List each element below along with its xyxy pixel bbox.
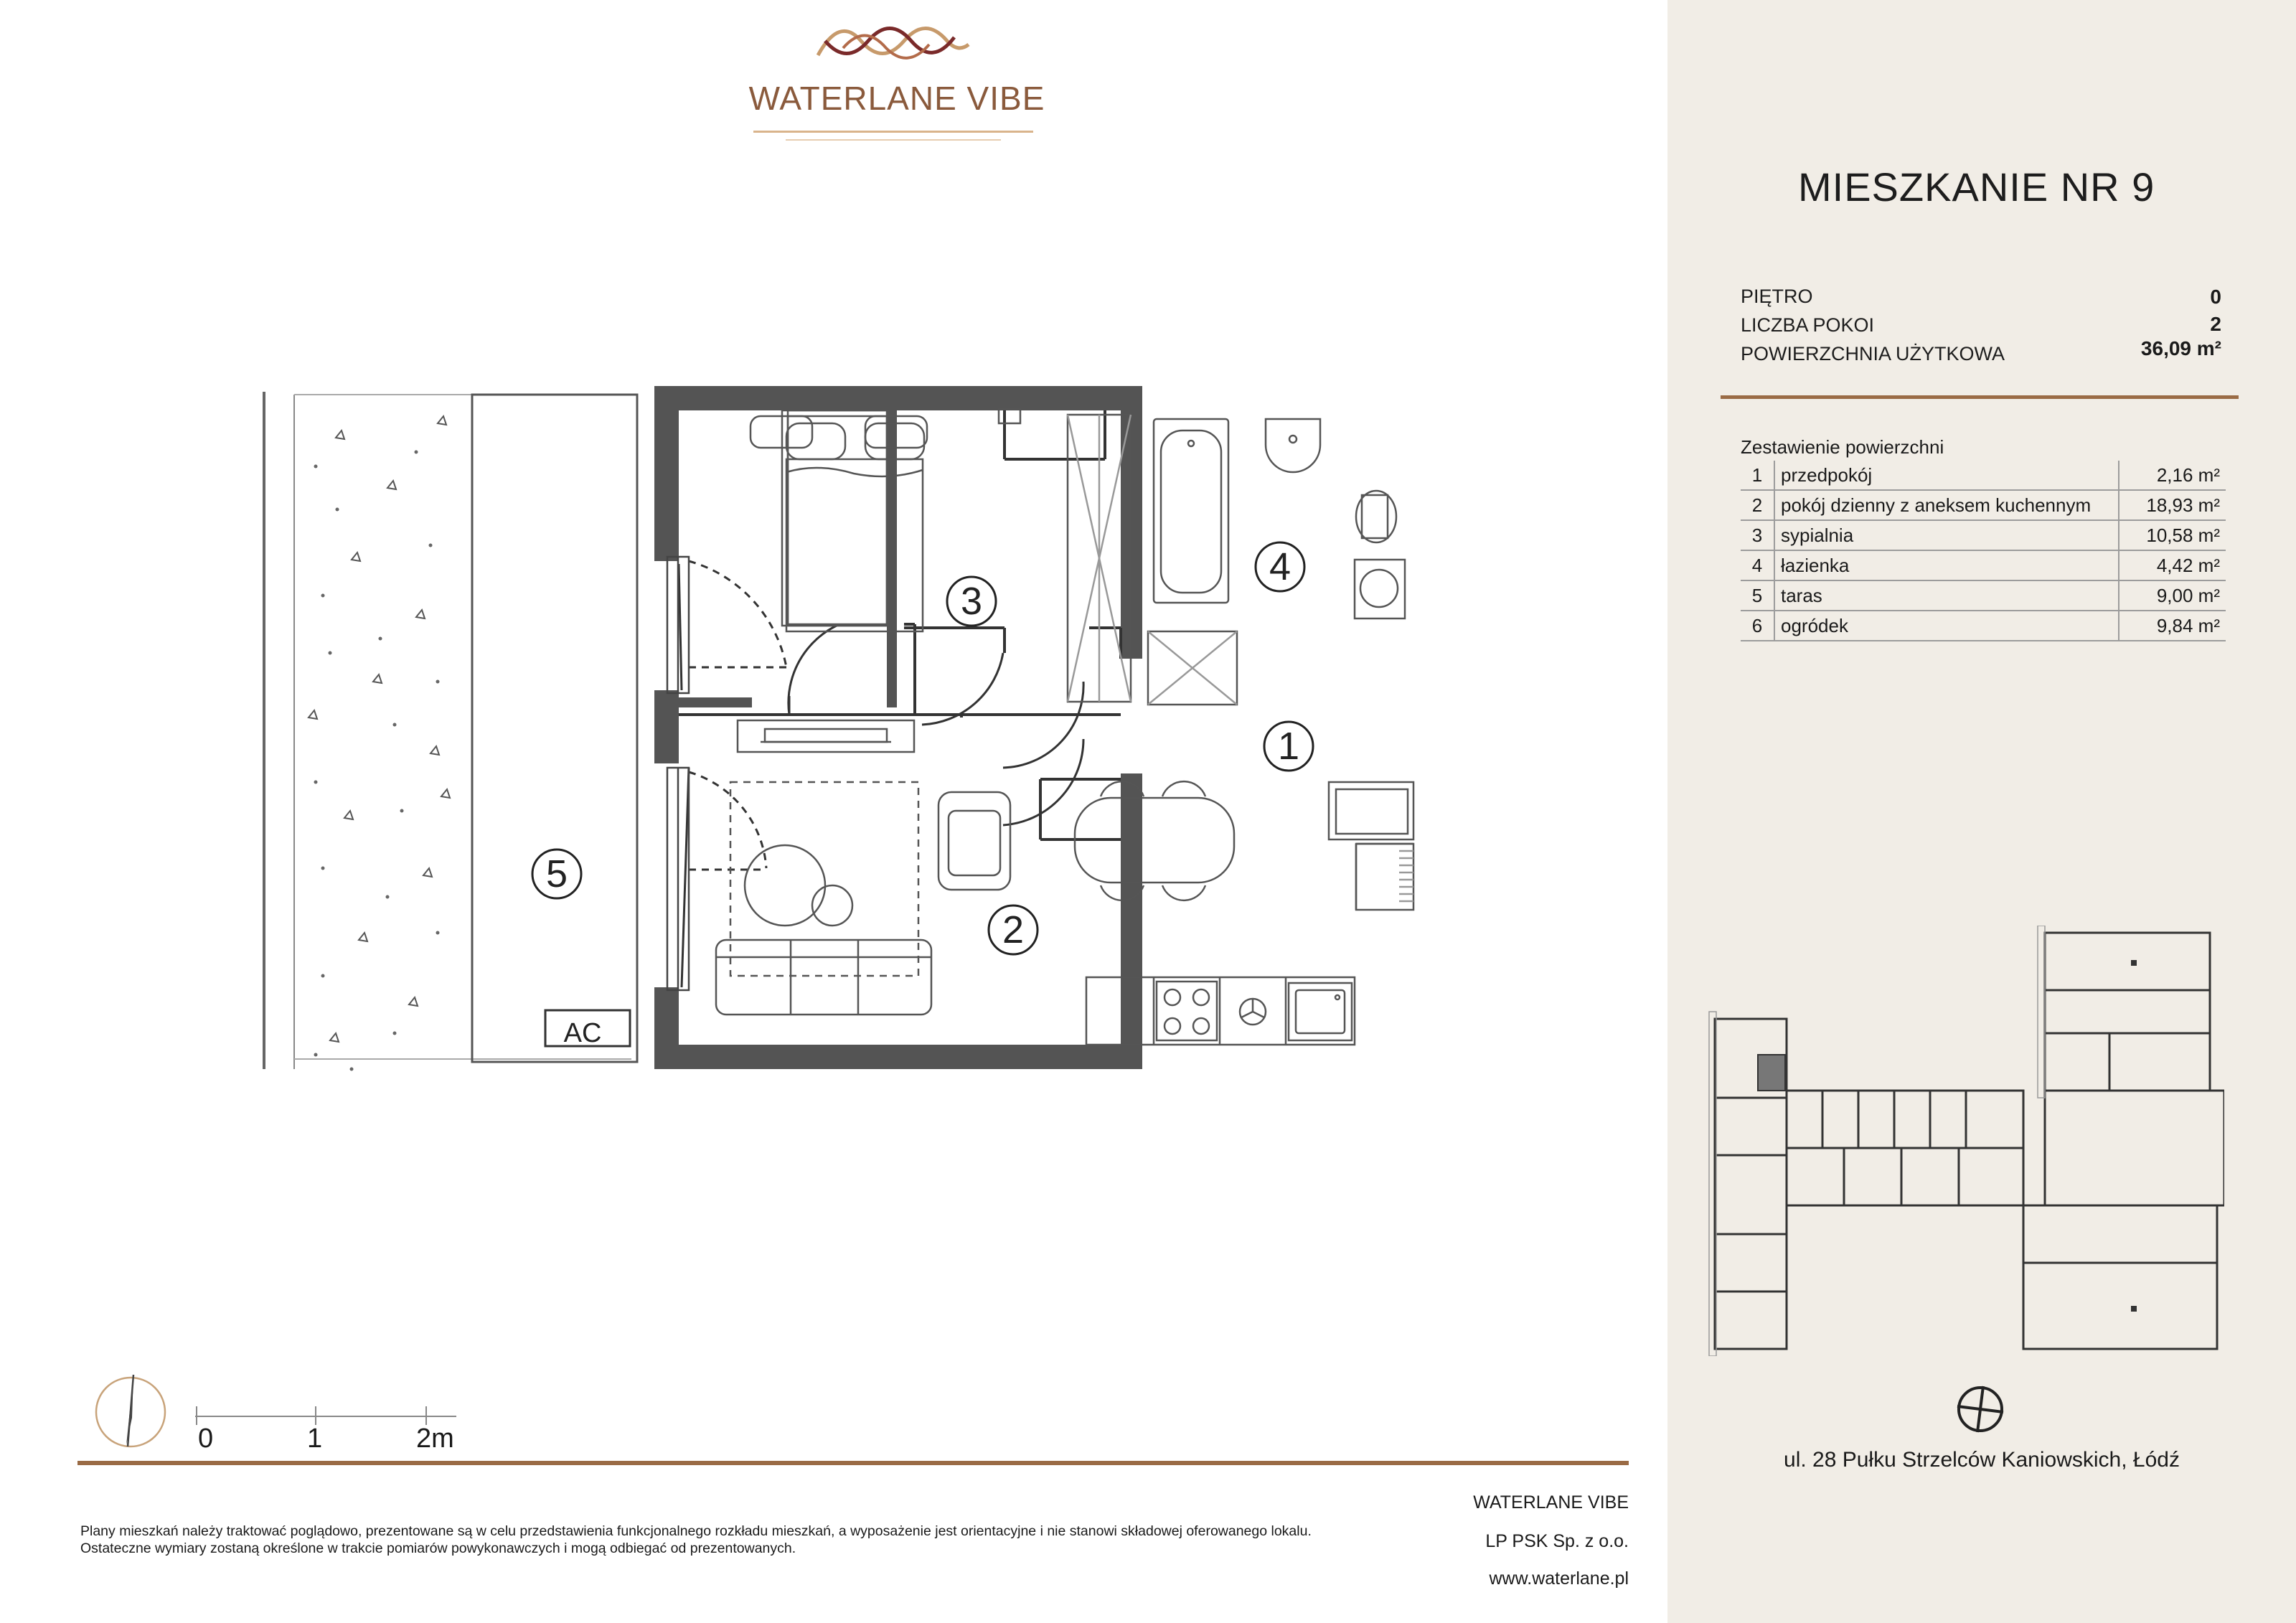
- address: ul. 28 Pułku Strzelców Kaniowskich, Łódź: [1784, 1448, 2180, 1472]
- compass-icon: [1954, 1383, 2006, 1435]
- dining-table: [1075, 798, 1234, 883]
- scale-label-1: 1: [307, 1424, 323, 1454]
- table-row: 2 pokój dzienny z aneksem kuchennym 18,93 m²: [1741, 490, 2226, 520]
- rooms-count-value: 2: [2210, 313, 2221, 335]
- scale-label-2m: 2m: [416, 1424, 454, 1454]
- sofa: [716, 940, 931, 1015]
- apartment-title: MIESZKANIE NR 9: [1798, 164, 2155, 210]
- room-label-2: 2: [1002, 908, 1025, 951]
- company-website-link[interactable]: www.waterlane.pl: [1489, 1568, 1629, 1589]
- table-row: 1 przedpokój 2,16 m²: [1741, 461, 2226, 490]
- scale-label-0: 0: [198, 1424, 214, 1454]
- room-label-1: 1: [1277, 725, 1300, 768]
- usable-area-label: POWIERZCHNIA UŻYTKOWA: [1741, 343, 2005, 364]
- areas-title: Zestawienie powierzchni: [1741, 436, 1944, 458]
- room-label-5: 5: [545, 852, 568, 895]
- logo-text: WATERLANE VIBE: [748, 80, 1045, 117]
- company-legal-name: LP PSK Sp. z o.o.: [1485, 1531, 1629, 1551]
- company-name: WATERLANE VIBE: [1473, 1492, 1629, 1513]
- floor-value: 0: [2210, 286, 2221, 308]
- room-label-3: 3: [960, 580, 983, 623]
- info-panel: [1667, 0, 2296, 1623]
- fridge: [1356, 844, 1413, 910]
- table-row: 5 taras 9,00 m²: [1741, 580, 2226, 611]
- floor-label: PIĘTRO: [1741, 286, 1813, 307]
- toilet: [1362, 495, 1388, 538]
- table-row: 6 ogródek 9,84 m²: [1741, 611, 2226, 641]
- table-row: 3 sypialnia 10,58 m²: [1741, 520, 2226, 550]
- info-divider: [1721, 395, 2239, 399]
- building-key-plan: [1708, 926, 2224, 1356]
- disclaimer-line-2: Ostateczne wymiary zostaną określone w trakcie pomiarów powykonawczych i mogą odbiegać od prezentowanych.: [80, 1540, 796, 1556]
- kitchen-sink: [1289, 983, 1352, 1040]
- disclaimer: [80, 1523, 1465, 1557]
- usable-area-value: 36,09 m²: [2140, 337, 2221, 359]
- areas-table: [1741, 461, 2226, 641]
- room-label-4: 4: [1269, 545, 1292, 588]
- chair: [1101, 781, 1144, 796]
- table-row: 4 łazienka 4,42 m²: [1741, 550, 2226, 580]
- hob-burner: [1165, 989, 1180, 1005]
- washbasin: [1266, 419, 1320, 472]
- hall-wardrobe: [1329, 782, 1413, 839]
- disclaimer-line-1: Plany mieszkań należy traktować poglądowo, prezentowane są w celu przedstawienia funkcjonalnego rozkładu mieszkań, a wyposażenie jest orientacyjne i nie stanowi składowej oferowanego lokalu.: [80, 1523, 1312, 1539]
- ac-unit-label: AC: [563, 1018, 602, 1048]
- footer-divider: [77, 1461, 1629, 1465]
- rooms-count-label: LICZBA POKOI: [1741, 314, 1875, 336]
